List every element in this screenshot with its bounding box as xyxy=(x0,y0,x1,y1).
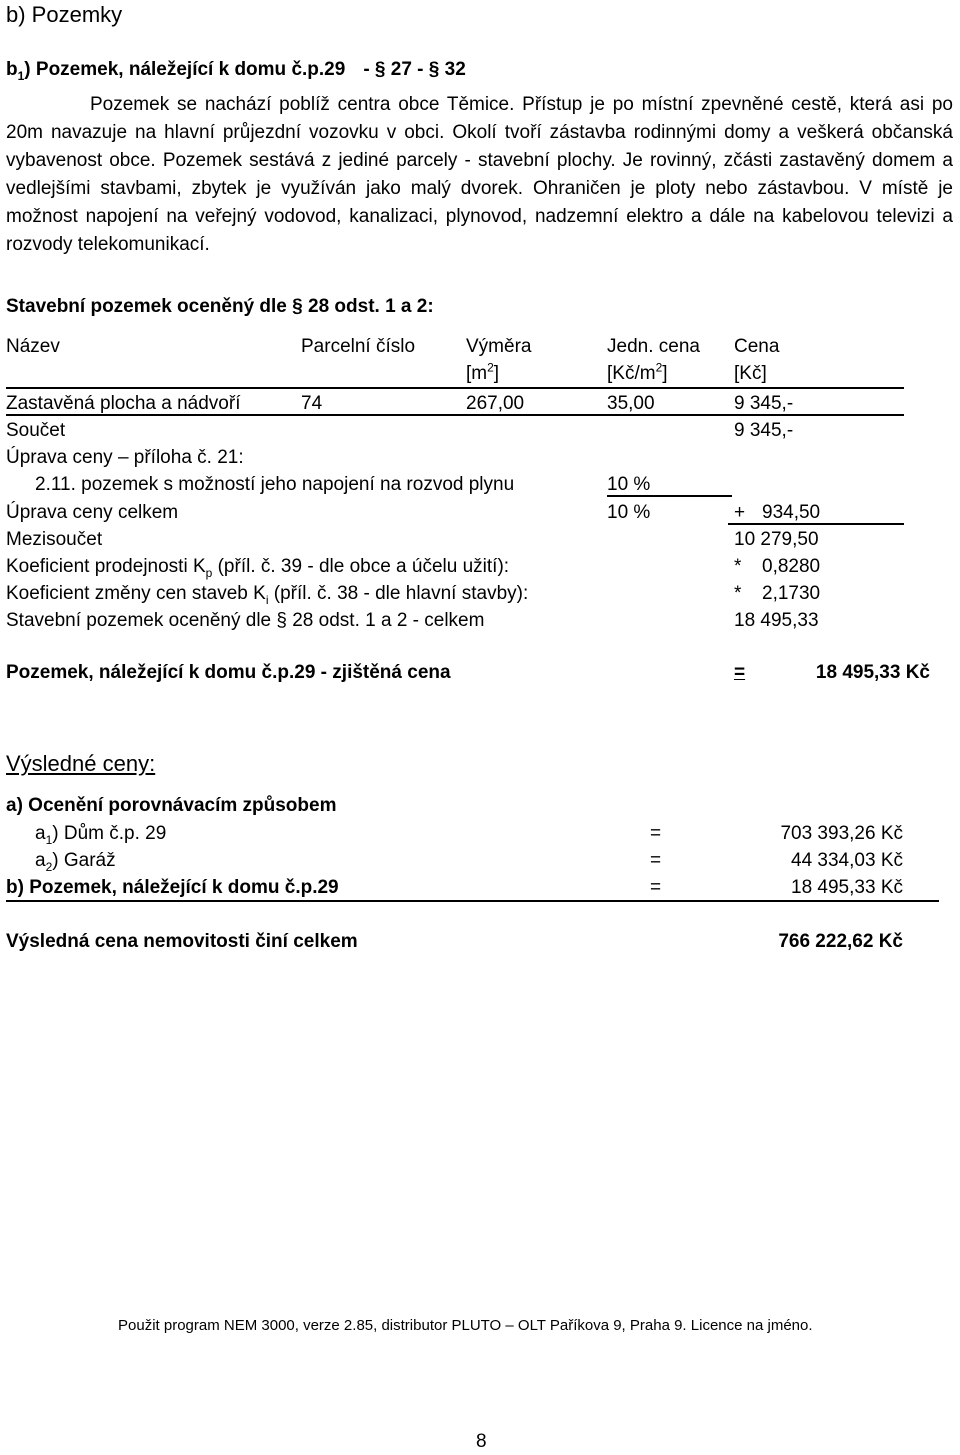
a1-post: ) Dům č.p. 29 xyxy=(52,823,167,844)
footer-note: Použit program NEM 3000, verze 2.85, distributor PLUTO – OLT Paříkova 9, Praha 9. Licence na jméno. xyxy=(118,1317,813,1334)
a2-pre: a xyxy=(35,850,46,871)
adjust-total-underline xyxy=(728,523,904,525)
kp-pre: Koeficient prodejnosti K xyxy=(6,556,206,577)
row-unit-price: 35,00 xyxy=(607,393,655,414)
unit-price-unit-sup: 2 xyxy=(655,360,663,375)
ki-post: (příl. č. 38 - dle hlavní stavby): xyxy=(268,583,529,604)
ki-value: 2,1730 xyxy=(762,583,821,604)
page-number: 8 xyxy=(476,1431,487,1452)
ki-pre: Koeficient změny cen staveb K xyxy=(6,583,266,604)
found-price-line xyxy=(734,659,930,686)
header-price-unit: [Kč] xyxy=(734,363,767,384)
adjust-label: Úprava ceny – příloha č. 21: xyxy=(6,447,244,468)
row-parcel: 74 xyxy=(301,393,323,414)
subheading-text: ) Pozemek, náležející k domu č.p.29 xyxy=(24,59,346,80)
header-area: Výměra xyxy=(466,336,532,357)
kp-label xyxy=(6,553,509,580)
area-unit-post: ] xyxy=(493,363,500,384)
total-value: 18 495,33 xyxy=(734,610,819,631)
valuation-heading: Stavební pozemek oceněný dle § 28 odst. 1 a 2: xyxy=(6,296,434,317)
row-name: Zastavěná plocha a nádvoří xyxy=(6,393,241,414)
subheading-paragraphs: - § 27 - § 32 xyxy=(363,59,466,80)
description-paragraph xyxy=(6,91,953,259)
subtotal-value: 9 345,- xyxy=(734,420,794,441)
final-value: 766 222,62 Kč xyxy=(778,931,903,952)
adjust-item-label: 2.11. pozemek s možností jeho napojení na rozvod plynu xyxy=(35,474,515,495)
subheading xyxy=(6,56,466,83)
result-a1-value: 703 393,26 Kč xyxy=(780,823,903,844)
header-unit-price: Jedn. cena xyxy=(607,336,700,357)
adjust-total-percent: 10 % xyxy=(607,502,651,523)
intermediate-value: 10 279,50 xyxy=(734,529,819,550)
result-b-label: b) Pozemek, náležející k domu č.p.29 xyxy=(6,877,339,898)
header-parcel: Parcelní číslo xyxy=(301,336,416,357)
row-divider xyxy=(6,414,904,416)
adjust-item-underline xyxy=(607,495,732,497)
result-a1-eq: = xyxy=(650,823,662,844)
subtotal-label: Součet xyxy=(6,420,66,441)
found-price-eq: = xyxy=(734,662,746,683)
kp-sub: p xyxy=(205,565,213,580)
unit-price-unit-pre: [Kč/m xyxy=(607,363,656,384)
header-name: Název xyxy=(6,336,60,357)
a1-sub: 1 xyxy=(45,832,53,847)
header-price: Cena xyxy=(734,336,780,357)
row-area: 267,00 xyxy=(466,393,525,414)
results-method: a) Ocenění porovnávacím způsobem xyxy=(6,795,337,816)
header-unit-price-unit xyxy=(607,360,668,387)
a2-sub: 2 xyxy=(45,859,53,874)
final-label: Výsledná cena nemovitosti činí celkem xyxy=(6,931,358,952)
found-price-label: Pozemek, náležející k domu č.p.29 - zjištěná cena xyxy=(6,662,451,683)
a1-pre: a xyxy=(35,823,46,844)
result-b-value: 18 495,33 Kč xyxy=(791,877,903,898)
area-unit-pre: [m xyxy=(466,363,488,384)
unit-price-unit-post: ] xyxy=(662,363,668,384)
result-a1-label xyxy=(35,820,166,847)
adjust-item-percent: 10 % xyxy=(607,474,651,495)
adjust-total-value: 934,50 xyxy=(762,502,821,523)
intermediate-label: Mezisoučet xyxy=(6,529,103,550)
result-a2-label xyxy=(35,847,116,874)
kp-post: (příl. č. 39 - dle obce a účelu užití): xyxy=(212,556,510,577)
kp-value: 0,8280 xyxy=(762,556,821,577)
ki-sign: * xyxy=(734,583,742,604)
kp-sign: * xyxy=(734,556,742,577)
a2-post: ) Garáž xyxy=(52,850,116,871)
description-text: Pozemek se nachází poblíž centra obce Těmice. Přístup je po místní zpevněné cestě, která asi po 20m navazuje na hlavní průjezdní vozovku v obci. Okolí tvoří zástavba rodinnými domy a veškerá občanská vybavenost obce. Pozemek sestává z jediné parcely - stavební plochy. Je rovinný, zčásti zastavěný domem a vedlejšími stavbami, zbytek je využíván jako malý dvorek. Ohraničen je ploty nebo zástavbou. V místě je možnost napojení na veřejný vodovod, kanalizaci, plynovod, nadzemní elektro a dále na kabelovou televizi a rozvody telekomunikací. xyxy=(6,94,953,255)
total-label: Stavební pozemek oceněný dle § 28 odst. 1 a 2 - celkem xyxy=(6,610,485,631)
found-price-value: 18 495,33 Kč xyxy=(815,662,930,683)
ki-sub: i xyxy=(265,592,269,607)
results-divider xyxy=(6,900,939,902)
header-area-unit xyxy=(466,360,499,387)
header-divider xyxy=(6,387,904,389)
ki-label xyxy=(6,580,528,607)
subheading-prefix: b xyxy=(6,59,18,80)
adjust-total-label: Úprava ceny celkem xyxy=(6,502,179,523)
row-price: 9 345,- xyxy=(734,393,794,414)
section-title: b) Pozemky xyxy=(6,2,123,27)
result-a2-value: 44 334,03 Kč xyxy=(791,850,903,871)
result-b-eq: = xyxy=(650,877,662,898)
result-a2-eq: = xyxy=(650,850,662,871)
adjust-total-sign: + xyxy=(734,502,746,523)
area-unit-sup: 2 xyxy=(487,360,494,375)
subheading-sub: 1 xyxy=(17,68,25,83)
results-heading: Výsledné ceny: xyxy=(6,751,156,776)
